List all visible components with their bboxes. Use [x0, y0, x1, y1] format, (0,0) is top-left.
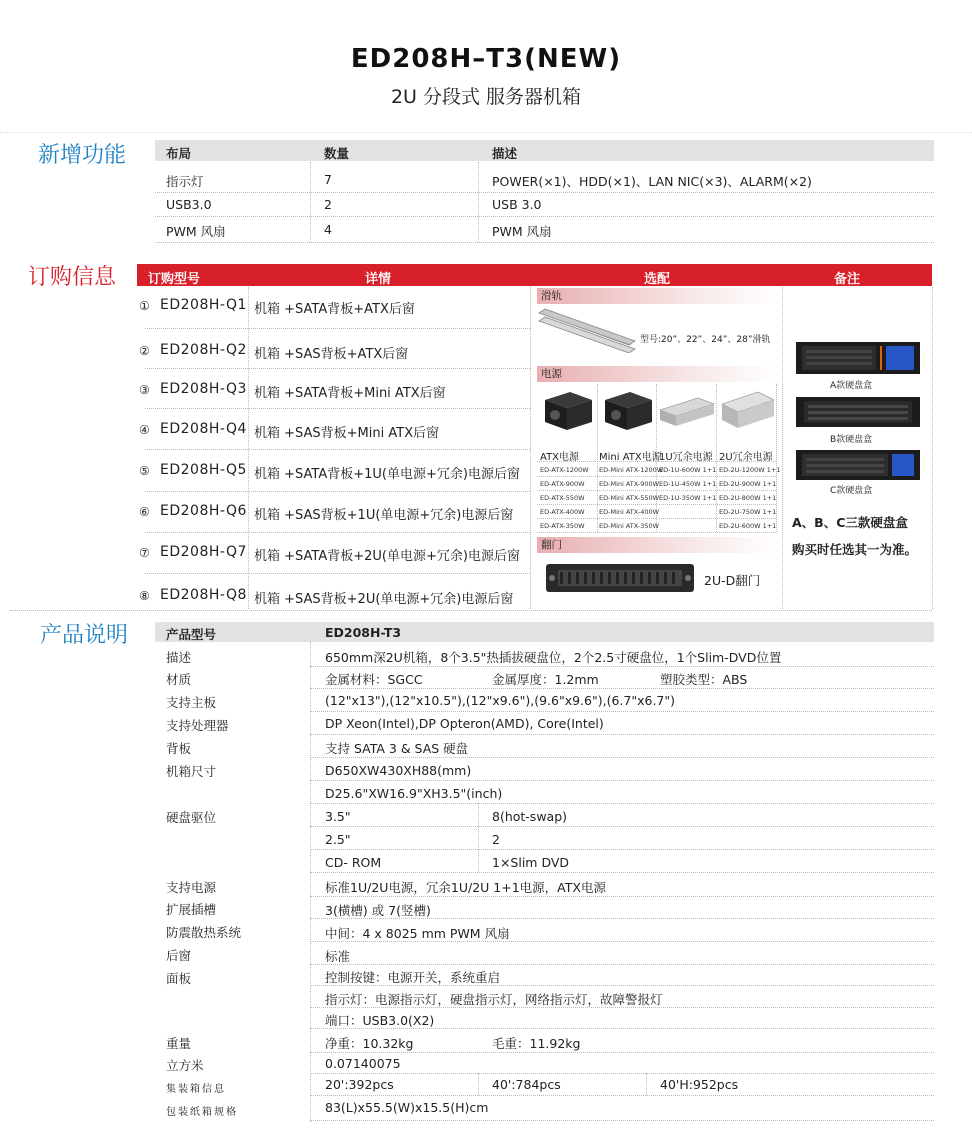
features-cell: 指示灯 — [166, 174, 204, 189]
col-divider — [310, 642, 311, 1122]
row-divider — [310, 1120, 934, 1121]
spec-value: 8(hot-swap) — [492, 809, 568, 824]
psu-model: ED-1U-600W 1+1 — [659, 466, 717, 474]
col-divider — [646, 1073, 647, 1095]
order-num: ③ — [139, 383, 150, 397]
order-num: ⑥ — [139, 505, 150, 519]
spec-key: 机箱尺寸 — [166, 764, 217, 779]
spec-value: 40'H:952pcs — [660, 1077, 739, 1092]
psu-model: ED-Mini ATX-900W — [599, 480, 660, 488]
spec-value: 2 — [492, 832, 500, 847]
psu-model: ED-2U-1200W 1+1 — [719, 466, 781, 474]
order-num: ② — [139, 344, 150, 358]
features-cell: 7 — [324, 172, 332, 187]
spec-value: 金属材料：SGCC — [325, 672, 423, 687]
rail-note: 型号:20”、22”、24”、28”滑轨 — [640, 335, 771, 345]
row-divider — [145, 408, 530, 409]
spec-key: 包装纸箱规格 — [166, 1107, 238, 1118]
psu-model: ED-Mini ATX-550W — [599, 494, 660, 502]
row-divider — [145, 532, 530, 533]
product-header-key: 产品型号 — [166, 627, 217, 642]
row-divider — [145, 573, 530, 574]
col-divider — [478, 162, 479, 242]
psu-model: ED-2U-600W 1+1 — [719, 522, 777, 530]
psu-option-title: 电源 — [537, 366, 777, 382]
features-section-label: 新增功能 — [38, 143, 127, 168]
psu-model: ED-Mini ATX-350W — [599, 522, 660, 530]
spec-value: DP Xeon(Intel),DP Opteron(AMD), Core(Intel) — [325, 716, 604, 731]
row-divider — [310, 826, 934, 827]
order-desc: 机箱 +SATA背板+2U(单电源+冗余)电源后窗 — [254, 549, 520, 564]
spec-key: 支持处理器 — [166, 718, 229, 733]
order-num: ⑦ — [139, 546, 150, 560]
row-divider — [155, 216, 934, 217]
spec-value: 3(横槽) 或 7(竖槽) — [325, 903, 431, 918]
spec-key: 描述 — [166, 650, 192, 665]
row-divider — [537, 518, 776, 519]
spec-key: 集装箱信息 — [166, 1084, 226, 1095]
divider — [0, 132, 972, 133]
row-divider — [310, 666, 934, 667]
order-model: ED208H-Q3 — [160, 381, 247, 397]
row-divider — [310, 1095, 934, 1096]
order-model: ED208H-Q4 — [160, 421, 247, 437]
row-divider — [145, 491, 530, 492]
spec-value: CD- ROM — [325, 855, 382, 870]
row-divider — [145, 328, 530, 329]
row-divider — [155, 192, 934, 193]
row-divider — [537, 490, 776, 491]
spec-value: 标准1U/2U电源，冗余1U/2U 1+1电源，ATX电源 — [325, 880, 606, 895]
order-desc: 机箱 +SAS背板+1U(单电源+冗余)电源后窗 — [254, 508, 514, 523]
col-divider — [932, 287, 933, 609]
drive-cage-c-label: C款硬盘盒 — [830, 486, 873, 496]
order-model: ED208H-Q7 — [160, 544, 247, 560]
product-header-value: ED208H-T3 — [325, 625, 402, 640]
psu-model: ED-ATX-900W — [540, 480, 585, 488]
product-header-bar — [155, 622, 934, 642]
psu-model: ED-ATX-350W — [540, 522, 585, 530]
features-cell: POWER(×1)、HDD(×1)、LAN NIC(×3)、ALARM(×2) — [492, 174, 812, 189]
ordering-col-options: 选配 — [644, 272, 671, 287]
features-cell: PWM 风扇 — [166, 224, 226, 239]
order-desc: 机箱 +SAS背板+ATX后窗 — [254, 347, 409, 362]
drive-cage-b-image — [796, 397, 920, 427]
ordering-col-model: 订购型号 — [148, 272, 201, 287]
spec-key: 支持主板 — [166, 695, 217, 710]
psu-col-header: 1U冗余电源 — [659, 452, 713, 463]
spec-key: 背板 — [166, 741, 192, 756]
spec-value: 指示灯：电源指示灯，硬盘指示灯，网络指示灯，故障警报灯 — [325, 992, 663, 1007]
spec-key: 硬盘驱位 — [166, 810, 217, 825]
spec-value: 2.5" — [325, 832, 351, 847]
row-divider — [310, 872, 934, 873]
order-desc: 机箱 +SATA背板+1U(单电源+冗余)电源后窗 — [254, 467, 520, 482]
features-col-desc: 描述 — [492, 146, 518, 161]
row-divider — [310, 734, 934, 735]
psu-col-header: Mini ATX电源 — [599, 452, 662, 463]
row-divider — [145, 368, 530, 369]
drive-cage-b-label: B款硬盘盒 — [830, 435, 873, 445]
2u-redundant-psu-image — [718, 388, 776, 432]
spec-value: D25.6"XW16.9"XH3.5"(inch) — [325, 786, 503, 801]
order-model: ED208H-Q2 — [160, 342, 247, 358]
row-divider — [537, 532, 776, 533]
spec-value: 支持 SATA 3 & SAS 硬盘 — [325, 741, 469, 756]
product-section-label: 产品说明 — [40, 623, 129, 648]
spec-value: 标准 — [325, 949, 351, 964]
spec-value: 金属厚度：1.2mm — [492, 672, 599, 687]
row-divider — [310, 1028, 934, 1029]
psu-model: ED-Mini ATX-1200W — [599, 466, 664, 474]
row-divider — [310, 1007, 934, 1008]
psu-model: ED-ATX-550W — [540, 494, 585, 502]
row-divider — [310, 918, 934, 919]
row-divider — [310, 985, 934, 986]
row-divider — [537, 504, 776, 505]
row-divider — [310, 1052, 934, 1053]
order-model: ED208H-Q1 — [160, 297, 247, 313]
row-divider — [155, 242, 934, 243]
spec-value: D650XW430XH88(mm) — [325, 763, 472, 778]
drive-cage-c-image — [796, 450, 920, 480]
spec-value: 20':392pcs — [325, 1077, 394, 1092]
order-desc: 机箱 +SATA背板+ATX后窗 — [254, 302, 415, 317]
remark-note-line2: 购买时任选其一为准。 — [792, 542, 918, 557]
spec-value: (12"x13"),(12"x10.5"),(12"x9.6"),(9.6"x9.6"),(6.7"x6.7") — [325, 693, 675, 708]
psu-model: ED-2U-800W 1+1 — [719, 494, 777, 502]
features-header-bar — [155, 140, 934, 161]
spec-value: 毛重：11.92kg — [492, 1036, 581, 1051]
row-divider — [537, 461, 776, 462]
order-desc: 机箱 +SATA背板+Mini ATX后窗 — [254, 386, 446, 401]
spec-key: 立方米 — [166, 1058, 204, 1073]
row-divider — [310, 941, 934, 942]
spec-key: 重量 — [166, 1036, 192, 1051]
row-divider — [310, 780, 934, 781]
spec-value: 3.5" — [325, 809, 351, 824]
order-num: ① — [139, 299, 150, 313]
psu-model: ED-ATX-1200W — [540, 466, 589, 474]
order-num: ④ — [139, 423, 150, 437]
col-divider — [597, 384, 598, 532]
drive-cage-a-label: A款硬盘盒 — [830, 381, 873, 391]
features-col-count: 数量 — [324, 146, 350, 161]
spec-key: 面板 — [166, 971, 192, 986]
features-cell: PWM 风扇 — [492, 224, 552, 239]
order-model: ED208H-Q5 — [160, 462, 247, 478]
1u-redundant-psu-image — [658, 392, 716, 432]
front-door-image — [546, 562, 694, 594]
psu-model: ED-2U-750W 1+1 — [719, 508, 777, 516]
ordering-col-remarks: 备注 — [834, 272, 861, 287]
col-divider — [782, 287, 783, 609]
spec-value: 端口：USB3.0(X2) — [325, 1013, 435, 1028]
spec-key: 后窗 — [166, 948, 192, 963]
door-option-title: 翻门 — [537, 537, 777, 553]
order-model: ED208H-Q8 — [160, 587, 247, 603]
col-divider — [248, 287, 249, 609]
spec-value: 650mm深2U机箱，8个3.5"热插拔硬盘位，2个2.5寸硬盘位，1个Slim-DVD位置 — [325, 650, 782, 665]
spec-key: 支持电源 — [166, 880, 217, 895]
features-cell: USB 3.0 — [492, 197, 542, 212]
col-divider — [478, 803, 479, 872]
psu-model: ED-1U-350W 1+1 — [659, 494, 717, 502]
row-divider — [310, 964, 934, 965]
order-num: ⑤ — [139, 464, 150, 478]
spec-value: 1×Slim DVD — [492, 855, 570, 870]
remark-note-line1: A、B、C三款硬盘盒 — [792, 515, 908, 530]
spec-value: 83(L)x55.5(W)x15.5(H)cm — [325, 1100, 489, 1115]
spec-value: 塑胶类型：ABS — [660, 672, 748, 687]
drive-cage-a-image — [796, 342, 920, 374]
page-subtitle: 2U 分段式 服务器机箱 — [390, 86, 582, 108]
row-divider — [310, 803, 934, 804]
row-divider — [537, 476, 776, 477]
order-desc: 机箱 +SAS背板+Mini ATX后窗 — [254, 426, 440, 441]
door-label: 2U-D翻门 — [704, 573, 761, 588]
row-divider — [310, 757, 934, 758]
row-divider — [310, 896, 934, 897]
rail-option-title: 滑轨 — [537, 288, 777, 304]
spec-value: 40':784pcs — [492, 1077, 561, 1092]
psu-model: ED-ATX-400W — [540, 508, 585, 516]
spec-value: 0.07140075 — [325, 1056, 401, 1071]
order-desc: 机箱 +SAS背板+2U(单电源+冗余)电源后窗 — [254, 592, 514, 607]
ordering-header-bar — [137, 264, 932, 286]
row-divider — [310, 688, 934, 689]
spec-key: 扩展插槽 — [166, 902, 217, 917]
order-model: ED208H-Q6 — [160, 503, 247, 519]
col-divider — [310, 162, 311, 242]
atx-psu-image — [540, 388, 595, 432]
row-divider — [310, 1073, 934, 1074]
spec-value: 控制按键：电源开关，系统重启 — [325, 970, 501, 985]
col-divider — [716, 384, 717, 532]
order-num: ⑧ — [139, 589, 150, 603]
ordering-section-label: 订购信息 — [28, 265, 117, 290]
slide-rail-image — [537, 305, 637, 353]
features-cell: 4 — [324, 222, 332, 237]
spec-value: 中间：4 x 8025 mm PWM 风扇 — [325, 926, 510, 941]
psu-col-header: 2U冗余电源 — [719, 452, 773, 463]
psu-model: ED-1U-450W 1+1 — [659, 480, 717, 488]
spec-key: 材质 — [166, 672, 192, 687]
spec-key: 防震散热系统 — [166, 925, 242, 940]
page-title: ED208H–T3(NEW) — [350, 44, 622, 74]
features-cell: USB3.0 — [166, 197, 212, 212]
features-col-layout: 布局 — [166, 146, 192, 161]
row-divider — [310, 711, 934, 712]
row-divider — [310, 849, 934, 850]
section-divider — [10, 610, 932, 611]
row-divider — [145, 449, 530, 450]
col-divider — [478, 1073, 479, 1095]
psu-model: ED-2U-900W 1+1 — [719, 480, 777, 488]
ordering-col-detail: 详情 — [365, 272, 392, 287]
spec-value: 净重：10.32kg — [325, 1036, 414, 1051]
mini-atx-psu-image — [600, 388, 655, 432]
col-divider — [530, 287, 531, 609]
features-cell: 2 — [324, 197, 332, 212]
psu-model: ED-Mini ATX-400W — [599, 508, 660, 516]
psu-col-header: ATX电源 — [540, 452, 580, 463]
